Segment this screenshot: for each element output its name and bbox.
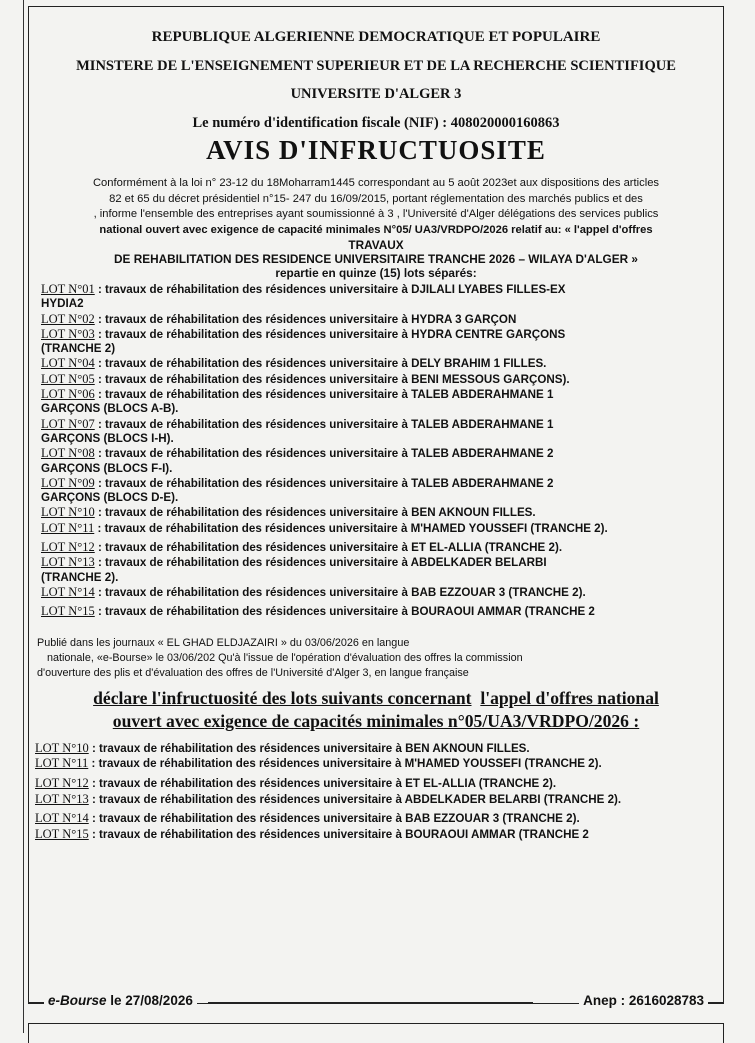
publication-line: d'ouverture des plis et d'évaluation des offres de l'Université d'Alger 3, en langue française bbox=[37, 666, 469, 679]
lot-continuation: GARÇONS (BLOCS I-H). bbox=[41, 431, 174, 445]
lot-number: LOT N°05 bbox=[41, 371, 95, 386]
intro-line: 82 et 65 du décret présidentiel n°15- 247 du 16/09/2015, portant réglementation des marchés publics et des bbox=[109, 192, 643, 205]
lot-number: LOT N°15 bbox=[35, 827, 89, 842]
lot-description: : travaux de réhabilitation des résidences universitaire à TALEB ABDERAHMANE 1 bbox=[94, 417, 554, 431]
next-notice-frame bbox=[28, 1023, 724, 1043]
ministry-heading: MINSTERE DE L'ENSEIGNEMENT SUPERIEUR ET DE LA RECHERCHE SCIENTIFIQUE bbox=[76, 58, 676, 74]
university-heading: UNIVERSITE D'ALGER 3 bbox=[290, 86, 462, 102]
lot-description: : travaux de réhabilitation des résidences universitaire à ET EL-ALLIA (TRANCHE 2). bbox=[94, 541, 563, 555]
declaration-text: déclare l'infructuosité des lots suivants concernant bbox=[93, 687, 472, 708]
notice-title: AVIS D'INFRUCTUOSITE bbox=[206, 135, 546, 165]
lot-description: : travaux de réhabilitation des résidences universitaire à BAB EZZOUAR 3 (TRANCHE 2). bbox=[94, 585, 586, 599]
lot-item bbox=[41, 555, 715, 570]
lot-item bbox=[35, 811, 715, 827]
footer bbox=[28, 993, 724, 1013]
lot-number: LOT N°08 bbox=[41, 446, 95, 461]
lot-item bbox=[41, 476, 715, 491]
footer-rule bbox=[208, 1002, 533, 1004]
lot-number: LOT N°07 bbox=[41, 416, 95, 431]
lot-number: LOT N°13 bbox=[35, 791, 89, 806]
ebourse-label: e-Bourse bbox=[48, 993, 107, 1008]
lot-description: : travaux de réhabilitation des résidences universitaire à BOURAOUI AMMAR (TRANCHE 2 bbox=[88, 828, 589, 842]
lot-number: LOT N°15 bbox=[41, 604, 95, 619]
lot-item bbox=[41, 417, 715, 432]
declaration bbox=[29, 687, 723, 733]
lot-item bbox=[35, 827, 715, 843]
intro-paragraph bbox=[37, 176, 715, 238]
anep-reference: Anep : 2616028783 bbox=[579, 993, 708, 1008]
lot-item bbox=[41, 327, 715, 342]
lot-description: : travaux de réhabilitation des résidences universitaire à DELY BRAHIM 1 FILLES. bbox=[94, 357, 547, 371]
lot-item bbox=[41, 446, 715, 461]
lot-item bbox=[41, 604, 715, 619]
lot-continuation: HYDIA2 bbox=[41, 297, 84, 311]
lot-number: LOT N°10 bbox=[41, 505, 95, 520]
tender-object-line: DE REHABILITATION DES RESIDENCE UNIVERSITAIRE TRANCHE 2026 – WILAYA D'ALGER » bbox=[114, 252, 638, 266]
lot-item bbox=[35, 741, 715, 757]
lot-item bbox=[41, 312, 715, 327]
unsuccessful-lots-list bbox=[35, 741, 715, 843]
publication-paragraph bbox=[37, 636, 715, 681]
publication-line: nationale, «e-Bourse» le 03/06/202 Qu'à l'issue de l'opération d'évaluation des offres la commission bbox=[47, 651, 523, 664]
lot-description: : travaux de réhabilitation des résidences universitaire à BENI MESSOUS GARÇONS). bbox=[94, 372, 570, 386]
lot-number: LOT N°12 bbox=[41, 540, 95, 555]
lot-number: LOT N°02 bbox=[41, 311, 95, 326]
lot-number: LOT N°14 bbox=[41, 584, 95, 599]
intro-line: Conformément à la loi n° 23-12 du 18Moharram1445 correspondant au 5 août 2023et aux dispositions des articles bbox=[92, 177, 660, 189]
lot-continuation: GARÇONS (BLOCS D-E). bbox=[41, 491, 179, 505]
lot-description: : travaux de réhabilitation des résidences universitaire à M'HAMED YOUSSEFI (TRANCHE 2). bbox=[88, 757, 602, 771]
lot-item bbox=[41, 282, 715, 297]
lots-count-line: repartie en quinze (15) lots séparés: bbox=[275, 266, 477, 280]
lot-continuation: (TRANCHE 2). bbox=[41, 570, 119, 584]
nif-line: Le numéro d'identification fiscale (NIF) : 408020000160863 bbox=[192, 115, 560, 131]
lot-number: LOT N°12 bbox=[35, 775, 89, 790]
intro-line: , informe l'ensemble des entreprises ayant soumissionné à 3 , l'Université d'Alger délégations des services publics bbox=[93, 208, 659, 220]
footer-rule bbox=[708, 1002, 724, 1004]
lot-item bbox=[41, 505, 715, 520]
footer-rule bbox=[28, 1002, 44, 1004]
lot-item bbox=[41, 356, 715, 371]
lot-number: LOT N°03 bbox=[41, 326, 95, 341]
lot-description: : travaux de réhabilitation des résidences universitaire à BOURAOUI AMMAR (TRANCHE 2 bbox=[94, 605, 595, 619]
lot-number: LOT N°10 bbox=[35, 740, 89, 755]
lot-description: : travaux de réhabilitation des résidences universitaire à ABDELKADER BELARBI bbox=[94, 556, 547, 570]
lot-description: : travaux de réhabilitation des résidences universitaire à TALEB ABDERAHMANE 1 bbox=[94, 388, 554, 402]
lot-number: LOT N°11 bbox=[41, 520, 95, 535]
lot-number: LOT N°04 bbox=[41, 356, 95, 371]
lot-item bbox=[35, 756, 715, 772]
lot-item bbox=[41, 521, 715, 536]
lot-description: : travaux de réhabilitation des résidences universitaire à BEN AKNOUN FILLES. bbox=[88, 741, 530, 755]
lot-description: : travaux de réhabilitation des résidences universitaire à HYDRA CENTRE GARÇONS bbox=[94, 327, 566, 341]
lot-number: LOT N°09 bbox=[41, 475, 95, 490]
intro-line: national ouvert avec exigence de capacité minimales N°05/ UA3/VRDPO/2026 relatif au: « l'appel d'offres bbox=[99, 223, 653, 236]
lot-item bbox=[41, 540, 715, 555]
lot-item bbox=[41, 372, 715, 387]
publication-line: Publié dans les journaux « EL GHAD ELDJAZAIRI » du 03/06/2026 en langue bbox=[37, 636, 410, 649]
declaration-text: l'appel d'offres national bbox=[480, 687, 659, 708]
lot-number: LOT N°06 bbox=[41, 387, 95, 402]
previous-column-border bbox=[0, 0, 24, 1033]
lot-description: : travaux de réhabilitation des résidences universitaire à ET EL-ALLIA (TRANCHE 2). bbox=[88, 776, 557, 790]
lot-number: LOT N°11 bbox=[35, 756, 89, 771]
lot-continuation: (TRANCHE 2) bbox=[41, 342, 116, 356]
lot-number: LOT N°13 bbox=[41, 555, 95, 570]
lot-description: : travaux de réhabilitation des résidences universitaire à DJILALI LYABES FILLES-EX bbox=[94, 283, 566, 296]
tender-object-line: TRAVAUX bbox=[348, 238, 404, 252]
footer-source bbox=[44, 993, 197, 1008]
republic-heading: REPUBLIQUE ALGERIENNE DEMOCRATIQUE ET POPULAIRE bbox=[151, 29, 601, 45]
lot-continuation: GARÇONS (BLOCS A-B). bbox=[41, 402, 179, 416]
lot-number: LOT N°14 bbox=[35, 811, 89, 826]
lot-description: : travaux de réhabilitation des résidences universitaire à ABDELKADER BELARBI (TRANCHE 2). bbox=[88, 792, 622, 806]
lots-list bbox=[41, 282, 715, 620]
lot-description: : travaux de réhabilitation des résidences universitaire à TALEB ABDERAHMANE 2 bbox=[94, 447, 554, 461]
lot-item bbox=[41, 585, 715, 600]
lot-item bbox=[41, 387, 715, 402]
lot-item bbox=[35, 776, 715, 792]
lot-description: : travaux de réhabilitation des résidences universitaire à HYDRA 3 GARÇON bbox=[94, 312, 517, 326]
lot-item bbox=[35, 792, 715, 808]
lot-description: : travaux de réhabilitation des résidences universitaire à BAB EZZOUAR 3 (TRANCHE 2). bbox=[88, 812, 580, 826]
declaration-text: ouvert avec exigence de capacités minimales n°05/UA3/VRDPO/2026 : bbox=[112, 710, 640, 731]
lot-description: : travaux de réhabilitation des résidences universitaire à M'HAMED YOUSSEFI (TRANCHE 2). bbox=[94, 521, 608, 535]
notice-frame bbox=[28, 6, 724, 1004]
footer-date: le 27/08/2026 bbox=[106, 993, 193, 1008]
lot-description: : travaux de réhabilitation des résidences universitaire à BEN AKNOUN FILLES. bbox=[94, 506, 536, 520]
lot-number: LOT N°01 bbox=[41, 282, 95, 296]
lot-description: : travaux de réhabilitation des résidences universitaire à TALEB ABDERAHMANE 2 bbox=[94, 476, 554, 490]
lot-continuation: GARÇONS (BLOCS F-I). bbox=[41, 461, 173, 475]
